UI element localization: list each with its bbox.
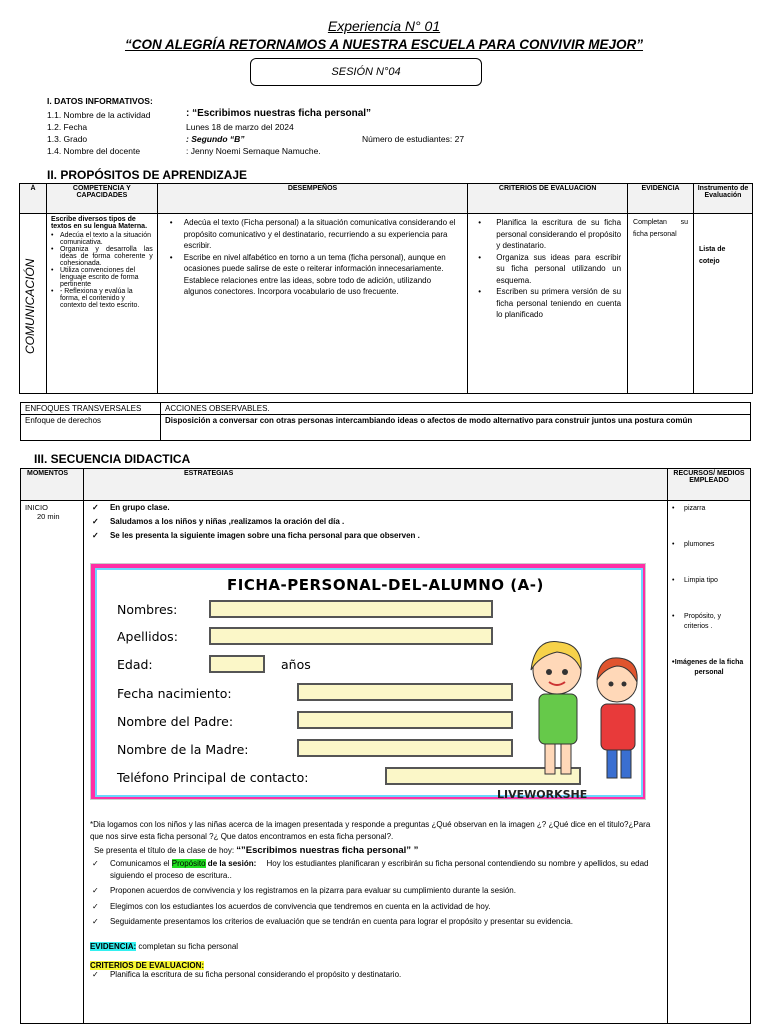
proposito-item [90,858,661,881]
enfoques-table [20,402,751,441]
list-item: • Escriben su primera versión de su ficha personal teniendo en cuenta lo planificado [478,286,621,321]
checks-bottom [90,858,661,928]
th-criterios: CRITERIOS DE EVALUACION [468,184,628,214]
enfoques-header: ENFOQUES TRANSVERSALES [21,403,161,415]
area-label: COMUNICACIÓN [23,258,37,354]
datos-value-docente: : Jenny Noemi Sernaque Namuche. [186,146,321,156]
accion-value: Disposición a conversar con otras personas intercambiando ideas o afectos de modo alternativo para construir juntos una postura común [161,415,751,441]
competencia-title: Escribe diversos tipos de textos en su lengua Materna. [50,216,148,230]
proposito-pre: Comunicamos el [109,859,172,868]
datos-students: Número de estudiantes: 27 [362,134,465,144]
criterios-line [90,961,661,970]
list-item: • Planifica la escritura de su ficha personal considerando el propósito y destinatario. [478,217,621,252]
ficha-label-madre: Nombre de la Madre: [117,742,249,757]
criterios-list [474,217,621,321]
area-cell [20,214,47,394]
ficha-personal-image [90,563,646,800]
enfoque-value: Enfoque de derechos [21,415,161,441]
list-item: • pizarra [672,504,746,514]
th-recursos: RECURSOS/ MEDIOS EMPLEADO [668,469,751,501]
list-item: ✓ Saludamos a los niños y niñas ,realizamos la oración del día . [90,517,661,527]
checks-top [90,503,661,541]
proposito-post: de la sesión: [205,859,257,868]
list-item: • plumones [672,540,746,550]
recursos-list [672,504,746,678]
presenta-line [90,845,661,856]
th-evidencia: EVIDENCIA [628,184,694,214]
datos-heading: I. DATOS INFORMATIVOS: [47,96,153,106]
datos-value-fecha: Lunes 18 de marzo del 2024 [186,122,294,132]
ficha-label-nombres: Nombres: [117,602,178,617]
datos-label-docente: 1.4. Nombre del docente [47,146,141,156]
recursos-cell [668,501,751,1024]
list-item: • Organiza y desarrolla las ideas de forma coherente y cohesionada. [51,246,153,267]
th-estrategias: ESTRATEGIAS [83,469,667,501]
evidencia-line [90,942,661,951]
list-item: • Escribe en nivel alfabético en torno a un tema (ficha personal), aunque en ocasiones puede salirse de este o reiterar información innecesariamente. Establece relaciones entre las ideas, sobre todo de adición, utilizando algunos conectores. Incorpora vocabulario de uso frecuente. [170,252,461,298]
propositos-table [19,183,753,394]
proposito-text: Hoy los estudiantes planificaran y escribirán su ficha personal contendiendo su nombre y apellidos, su edad siguiendo el proceso de escritura.. [109,859,649,880]
proposito-highlight: Propósito [171,859,206,868]
desempenos-cell [157,214,467,394]
evidencia-cell: Completan su ficha personal [628,214,694,394]
session-box: SESIÓN N°04 [250,58,482,86]
datos-value-grado: : Segundo “B” [186,134,245,144]
criterios-cell [468,214,628,394]
children-illustration [517,630,645,790]
acciones-header: ACCIONES OBSERVABLES. [161,403,751,415]
ficha-field-nombres [209,600,493,618]
list-item: ✓ Se les presenta la siguiente imagen sobre una ficha personal para que observen . [90,531,661,541]
list-item: • - Reflexiona y evalúa la forma, el contenido y contexto del texto escrito. [51,288,153,309]
ficha-label-telefono: Teléfono Principal de contacto: [117,770,309,785]
th-competencia: COMPETENCIA Y CAPACIDADES [46,184,157,214]
competencia-cell [46,214,157,394]
experiencia-heading: Experiencia N° 01 [327,18,441,34]
ficha-title: FICHA-PERSONAL-DEL-ALUMNO (A-) [227,576,544,594]
momento-duration: 20 min [37,512,60,521]
capacidades-list [51,232,153,309]
list-item-imagenes: • Imágenes de la ficha personal [672,658,746,678]
list-item: • Utiliza convenciones del lenguaje escrito de forma pertinente [51,267,153,288]
th-instrumento: Instrumento de Evaluación [693,184,752,214]
ficha-field-madre [297,739,513,757]
ficha-image-inner [95,568,643,801]
ficha-field-apellidos [209,627,493,645]
secuencia-heading: III. SECUENCIA DIDACTICA [34,452,191,466]
presenta-title: “”Escribimos nuestras ficha personal” ” [236,845,419,856]
evidencia-label: EVIDENCIA: [89,941,137,951]
document-title: “CON ALEGRÍA RETORNAMOS A NUESTRA ESCUELA PARA CONVIVIR MEJOR” [124,37,644,52]
datos-label-fecha: 1.2. Fecha [47,122,88,132]
th-desempenos: DESEMPEÑOS [157,184,467,214]
presenta-prefix: Se presenta el título de la clase de hoy: [93,846,237,855]
evidencia-text: completan su ficha personal [136,941,239,951]
list-item: • Propósito, y criterios . [672,612,746,632]
ficha-label-padre: Nombre del Padre: [117,714,234,729]
list-item: ✓ Seguidamente presentamos los criterios de evaluación que se tendrán en cuenta para lograr el propósito y presentar su evidencia. [90,916,661,928]
list-item: ✓ Planifica la escritura de su ficha personal considerando el propósito y destinatario. [90,970,661,979]
dialog-text: *Dia logamos con los niños y las niñas acerca de la imagen presentada y responde a preguntas ¿Qué observan en la imagen ¿? ¿Qué dice en el titulo?¿Para que nos sirve esta ficha personal ?¿ Que datos encontramos en esta ficha personal?. [89,820,651,841]
liveworksheets-logo: LIVEWORKSHE [497,788,588,801]
ficha-field-fecha [297,683,513,701]
th-area: Á [20,184,47,214]
datos-value-actividad: : “Escribimos nuestras ficha personal” [186,108,372,119]
ficha-label-edad: Edad: [117,657,153,672]
criterios-label: CRITERIOS DE EVALUACION: [89,960,205,970]
propositos-heading: II. PROPÓSITOS DE APRENDIZAJE [47,168,248,182]
momento-label: INICIO [25,503,48,512]
datos-label-grado: 1.3. Grado [47,134,88,144]
th-momentos: MOMENTOS [21,469,84,501]
criterios-checks [90,970,661,979]
ficha-field-padre [297,711,513,729]
momento-cell [21,501,84,1024]
ficha-label-anos: años [281,657,311,672]
list-item: ✓ Elegimos con los estudiantes los acuerdos de convivencia que tendremos en cuenta en la actividad de hoy. [90,901,661,913]
list-item: • Adecúa el texto (Ficha personal) a la situación comunicativa considerando el propósito comunicativo y el destinatario, recurriendo a su experiencia para escribir. [170,217,461,252]
desempenos-list [164,217,461,298]
list-item: • Adecúa el texto a la situación comunicativa. [51,232,153,246]
list-item: ✓ Proponen acuerdos de convivencia y los registramos en la pizarra para evaluar su cumplimiento durante la sesión. [90,885,661,897]
ficha-label-apellidos: Apellidos: [117,629,178,644]
list-item: • Organiza sus ideas para escribir su ficha personal utilizando un esquema. [478,252,621,287]
instrumento-cell: Lista de cotejo [693,214,752,394]
list-item: • Limpia tipo [672,576,746,586]
list-item: ✓ En grupo clase. [90,503,661,513]
ficha-label-fecha: Fecha nacimiento: [117,686,232,701]
ficha-field-edad [209,655,265,673]
datos-label-actividad: 1.1. Nombre de la actividad [47,110,151,120]
